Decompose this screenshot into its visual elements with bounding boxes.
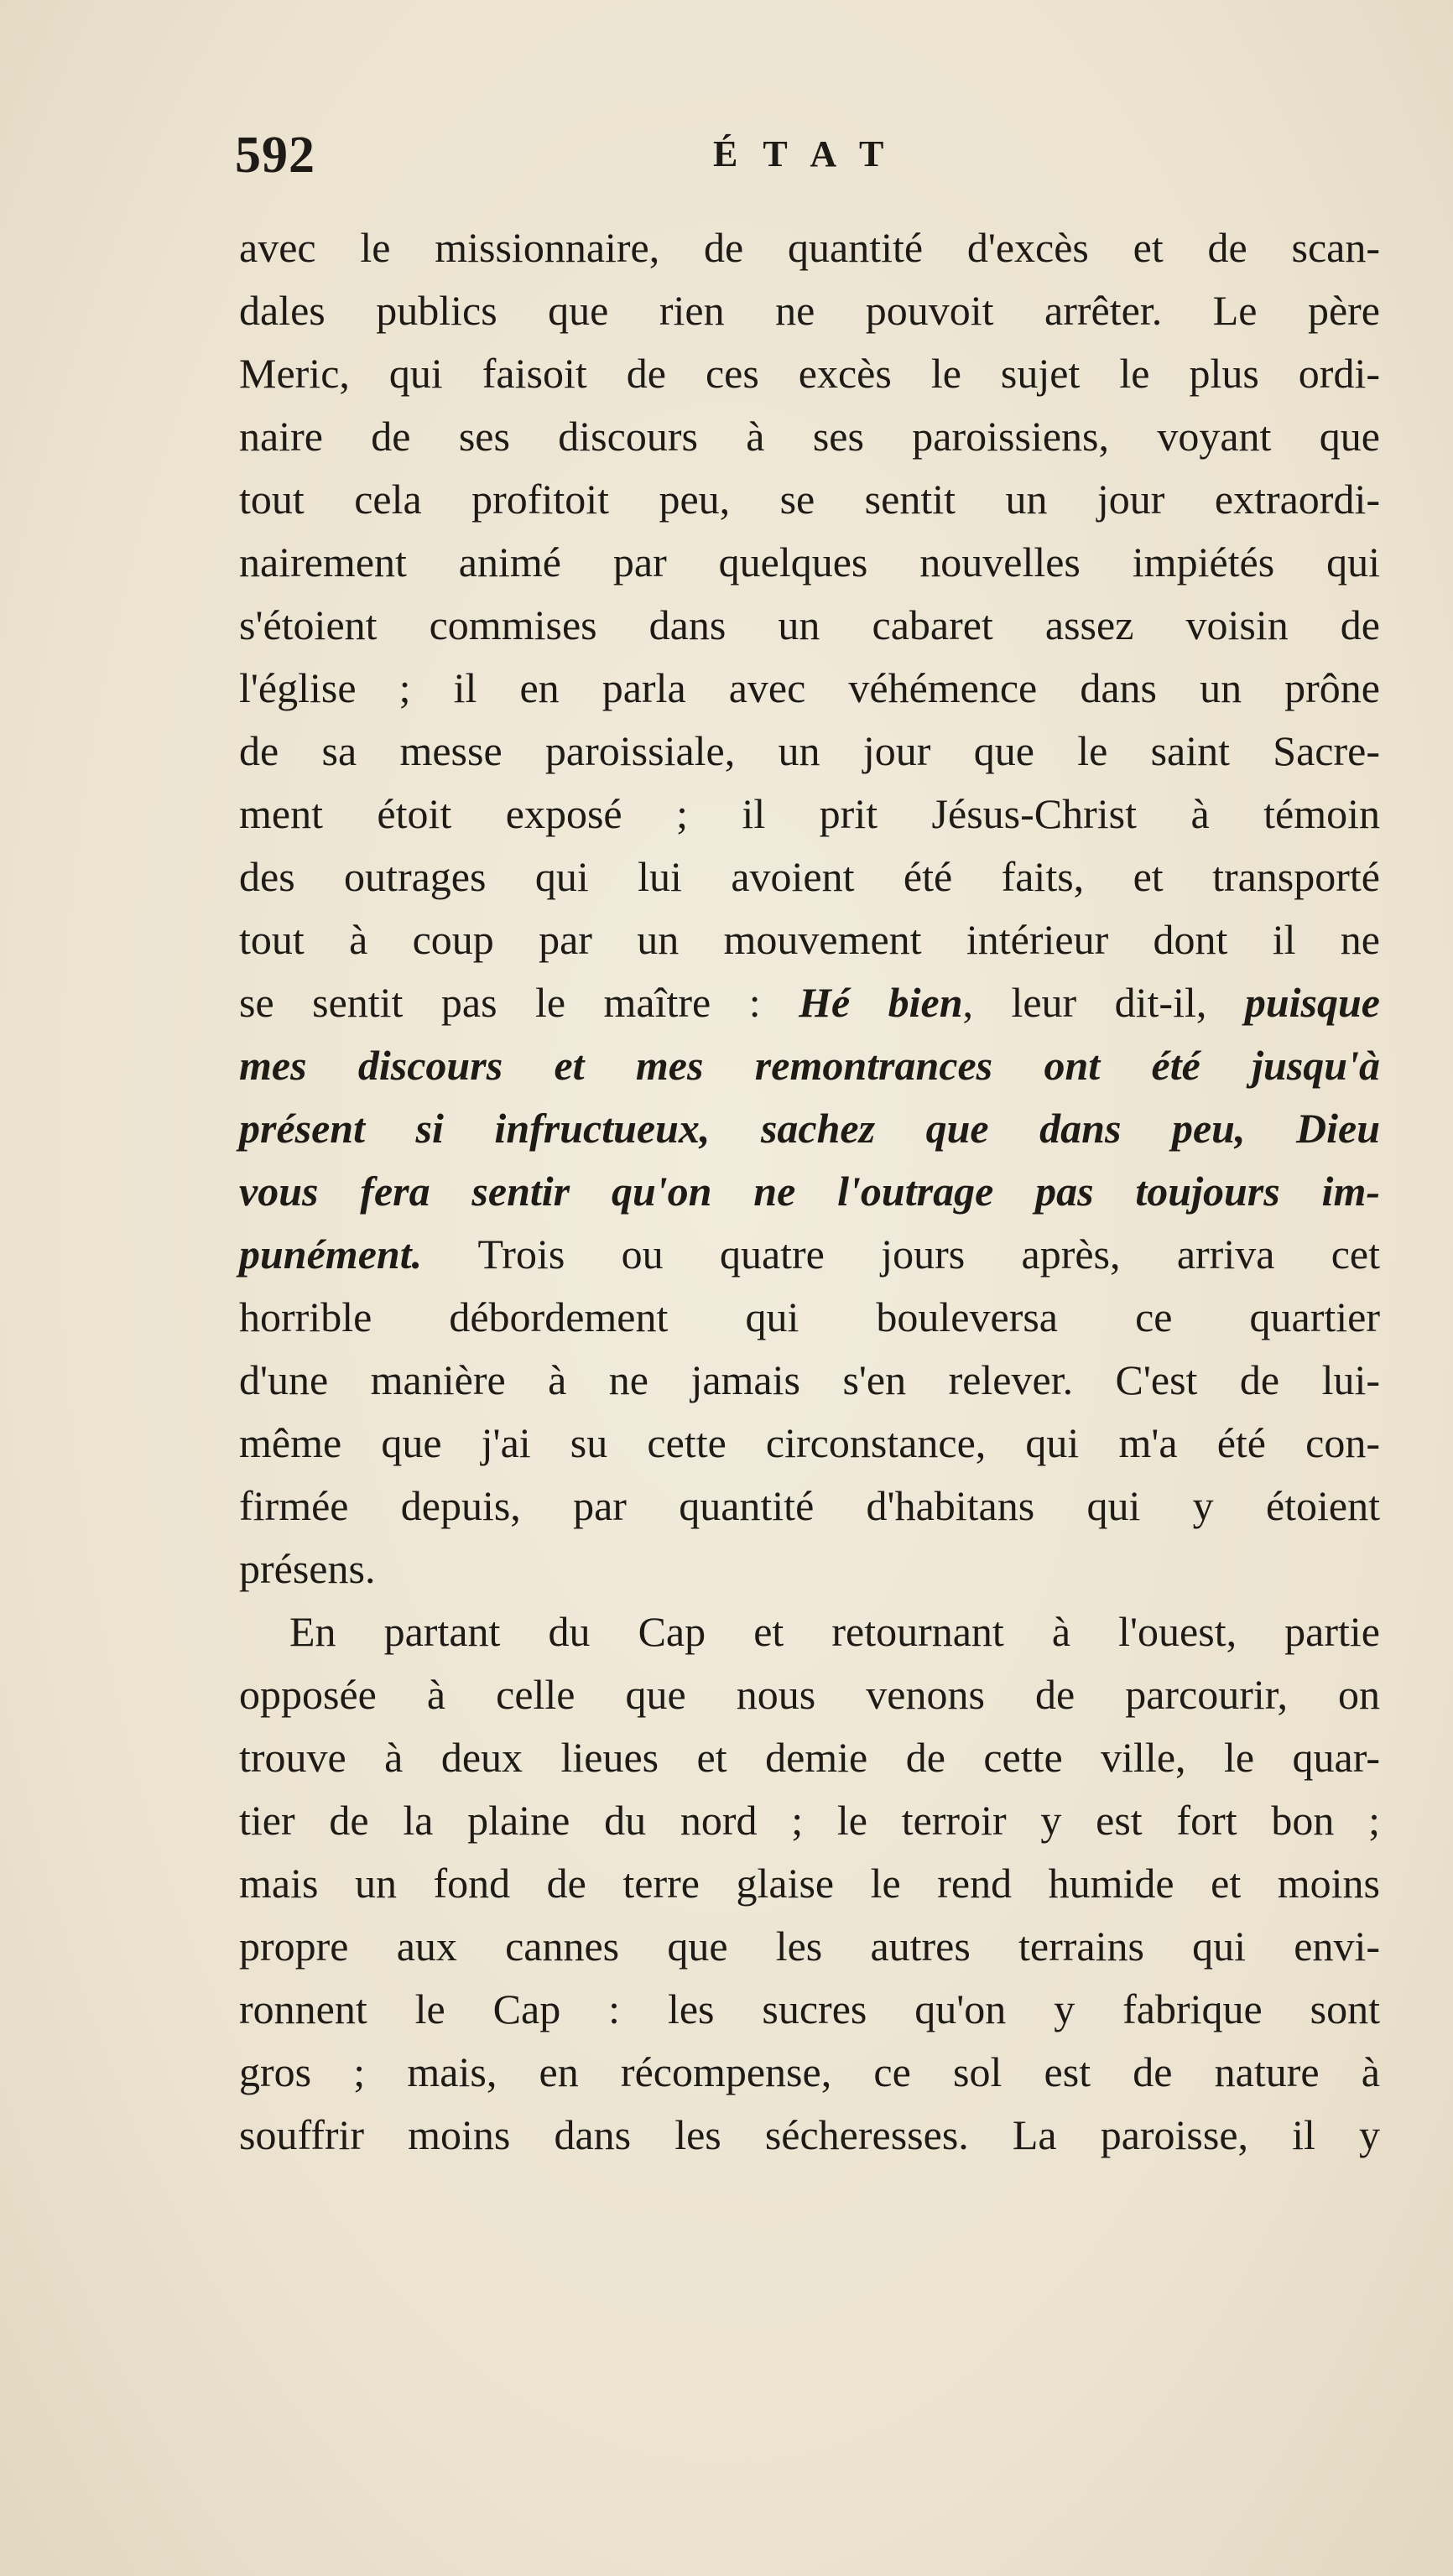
text-line: [239, 279, 1380, 342]
text-segment: d'une manière à ne jamais s'en relever. C'est de lui-: [239, 1356, 1380, 1403]
italic-segment: puisque: [1244, 979, 1380, 1026]
text-segment: se sentit pas le maître :: [239, 979, 799, 1026]
text-line: [239, 531, 1380, 594]
text-segment: s'étoient commises dans un cabaret assez voisin de: [239, 601, 1380, 648]
body-text: [239, 216, 1380, 2167]
text-segment: tier de la plaine du nord ; le terroir y est fort bon ;: [239, 1797, 1380, 1844]
text-segment: horrible débordement qui bouleversa ce quartier: [239, 1293, 1380, 1340]
page-number: 592: [235, 127, 315, 184]
text-segment: avec le missionnaire, de quantité d'excès et de scan-: [239, 224, 1380, 271]
text-line: [239, 216, 1380, 279]
running-head: ÉTAT: [713, 133, 909, 174]
text-segment: trouve à deux lieues et demie de cette ville, le quar-: [239, 1734, 1380, 1781]
text-line: [239, 908, 1380, 971]
text-line: [239, 2041, 1380, 2104]
text-segment: opposée à celle que nous venons de parcourir, on: [239, 1671, 1380, 1718]
text-segment: l'église ; il en parla avec véhémence dans un prône: [239, 664, 1380, 711]
text-line: [239, 1034, 1380, 1097]
text-segment: En partant du Cap et retournant à l'ouest, partie: [289, 1608, 1380, 1655]
text-line: [239, 720, 1380, 783]
text-line: [239, 971, 1380, 1034]
text-segment: ronnent le Cap : les sucres qu'on y fabrique sont: [239, 1985, 1380, 2032]
text-line: [239, 1663, 1380, 1726]
text-line: [239, 1223, 1380, 1286]
text-line: [239, 405, 1380, 468]
text-segment: Trois ou quatre jours après, arriva cet: [422, 1231, 1380, 1278]
text-line: [239, 594, 1380, 657]
text-segment: souffrir moins dans les sécheresses. La paroisse, il y: [239, 2111, 1380, 2158]
text-line: [239, 1978, 1380, 2041]
page-header: [235, 126, 1376, 201]
italic-segment: vous fera sentir qu'on ne l'outrage pas toujours im-: [239, 1168, 1380, 1215]
text-line: [239, 2104, 1380, 2167]
text-segment: ment étoit exposé ; il prit Jésus-Christ à témoin: [239, 790, 1380, 837]
italic-segment: Hé bien: [799, 979, 963, 1026]
text-segment: firmée depuis, par quantité d'habitans qui y étoient: [239, 1482, 1380, 1529]
text-line: [239, 1789, 1380, 1852]
text-segment: gros ; mais, en récompense, ce sol est de nature à: [239, 2048, 1380, 2095]
text-line: [239, 1349, 1380, 1412]
text-segment: des outrages qui lui avoient été faits, et transporté: [239, 853, 1380, 900]
italic-segment: présent si infructueux, sachez que dans peu, Dieu: [239, 1105, 1380, 1152]
text-segment: de sa messe paroissiale, un jour que le saint Sacre-: [239, 727, 1380, 774]
text-line: [239, 1600, 1380, 1663]
text-line: [239, 468, 1380, 531]
text-line: [239, 1160, 1380, 1223]
text-line: [239, 1286, 1380, 1349]
italic-segment: mes discours et mes remontrances ont été jusqu'à: [239, 1042, 1380, 1089]
text-segment: mais un fond de terre glaise le rend humide et moins: [239, 1860, 1380, 1907]
text-line: [239, 342, 1380, 405]
text-line: [239, 1412, 1380, 1475]
text-segment: , leur dit-il,: [962, 979, 1245, 1026]
text-segment: nairement animé par quelques nouvelles impiétés qui: [239, 539, 1380, 585]
text-line: [239, 1726, 1380, 1789]
text-segment: propre aux cannes que les autres terrains qui envi-: [239, 1923, 1380, 1970]
text-line: [239, 657, 1380, 720]
text-line: [239, 846, 1380, 908]
italic-segment: punément.: [239, 1231, 423, 1278]
text-segment: dales publics que rien ne pouvoit arrêter. Le père: [239, 287, 1380, 334]
text-segment: présens.: [239, 1545, 376, 1592]
text-line: [239, 1097, 1380, 1160]
text-line: [239, 1475, 1380, 1538]
text-segment: Meric, qui faisoit de ces excès le sujet le plus ordi-: [239, 350, 1380, 397]
text-segment: tout à coup par un mouvement intérieur dont il ne: [239, 916, 1380, 963]
text-segment: même que j'ai su cette circonstance, qui m'a été con-: [239, 1419, 1380, 1466]
text-line: [239, 1538, 1380, 1600]
text-line: [239, 1915, 1380, 1978]
text-line: [239, 783, 1380, 846]
text-segment: tout cela profitoit peu, se sentit un jour extraordi-: [239, 476, 1380, 523]
text-line: [239, 1852, 1380, 1915]
text-segment: naire de ses discours à ses paroissiens, voyant que: [239, 413, 1380, 460]
